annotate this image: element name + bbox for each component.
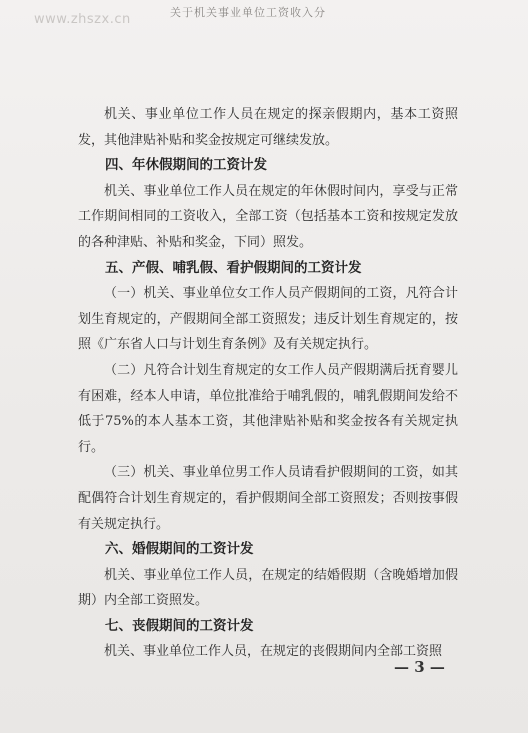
paragraph-maternity-3: （三）机关、事业单位男工作人员请看护假期间的工资，如其配偶符合计划生育规定的，看护假期间全部工资照发；否则按事假有关规定执行。 [78, 465, 458, 532]
heading-bereavement-leave: 七、丧假期间的工资计发 [105, 617, 254, 634]
heading-annual-leave: 四、年休假期间的工资计发 [105, 157, 267, 174]
paragraph-home-leave: 机关、事业单位工作人员在规定的探亲假期内，基本工资照发，其他津贴补贴和奖金按规定可继续发放。 [78, 107, 458, 148]
watermark-text: www.zhszx.cn [34, 12, 131, 27]
paragraph-marriage-leave: 机关、事业单位工作人员，在规定的结婚假期（含晚婚增加假期）内全部工资照发。 [78, 567, 458, 609]
paragraph-maternity-1: （一）机关、事业单位女工作人员产假期间的工资，凡符合计划生育规定的，产假期间全部工资照发；违反计划生育规定的，按照《广东省人口与计划生育条例》及有关规定执行。 [78, 286, 458, 353]
heading-maternity-leave: 五、产假、哺乳假、看护假期间的工资计发 [105, 259, 362, 276]
paragraph-maternity-2: （二）凡符合计划生育规定的女工作人员产假期满后抚育婴儿有困难，经本人申请，单位批准给于哺乳假的，哺乳假期间发给不低于75%的本人基本工资，其他津贴补贴和奖金按各有关规定执行。 [78, 362, 458, 455]
document-body [78, 102, 458, 665]
paragraph-annual-leave: 机关、事业单位工作人员在规定的年休假时间内，享受与正常工作期间相同的工资收入，全部工资（包括基本工资和按规定发放的各种津贴、补贴和奖金，下同）照发。 [78, 183, 458, 250]
running-header-title: 关于机关事业单位工资收入分 [170, 6, 326, 19]
heading-marriage-leave: 六、婚假期间的工资计发 [105, 541, 254, 558]
paragraph-bereavement-leave: 机关、事业单位工作人员，在规定的丧假期间内全部工资照 [104, 644, 443, 660]
page-number: — 3 — [394, 658, 445, 676]
